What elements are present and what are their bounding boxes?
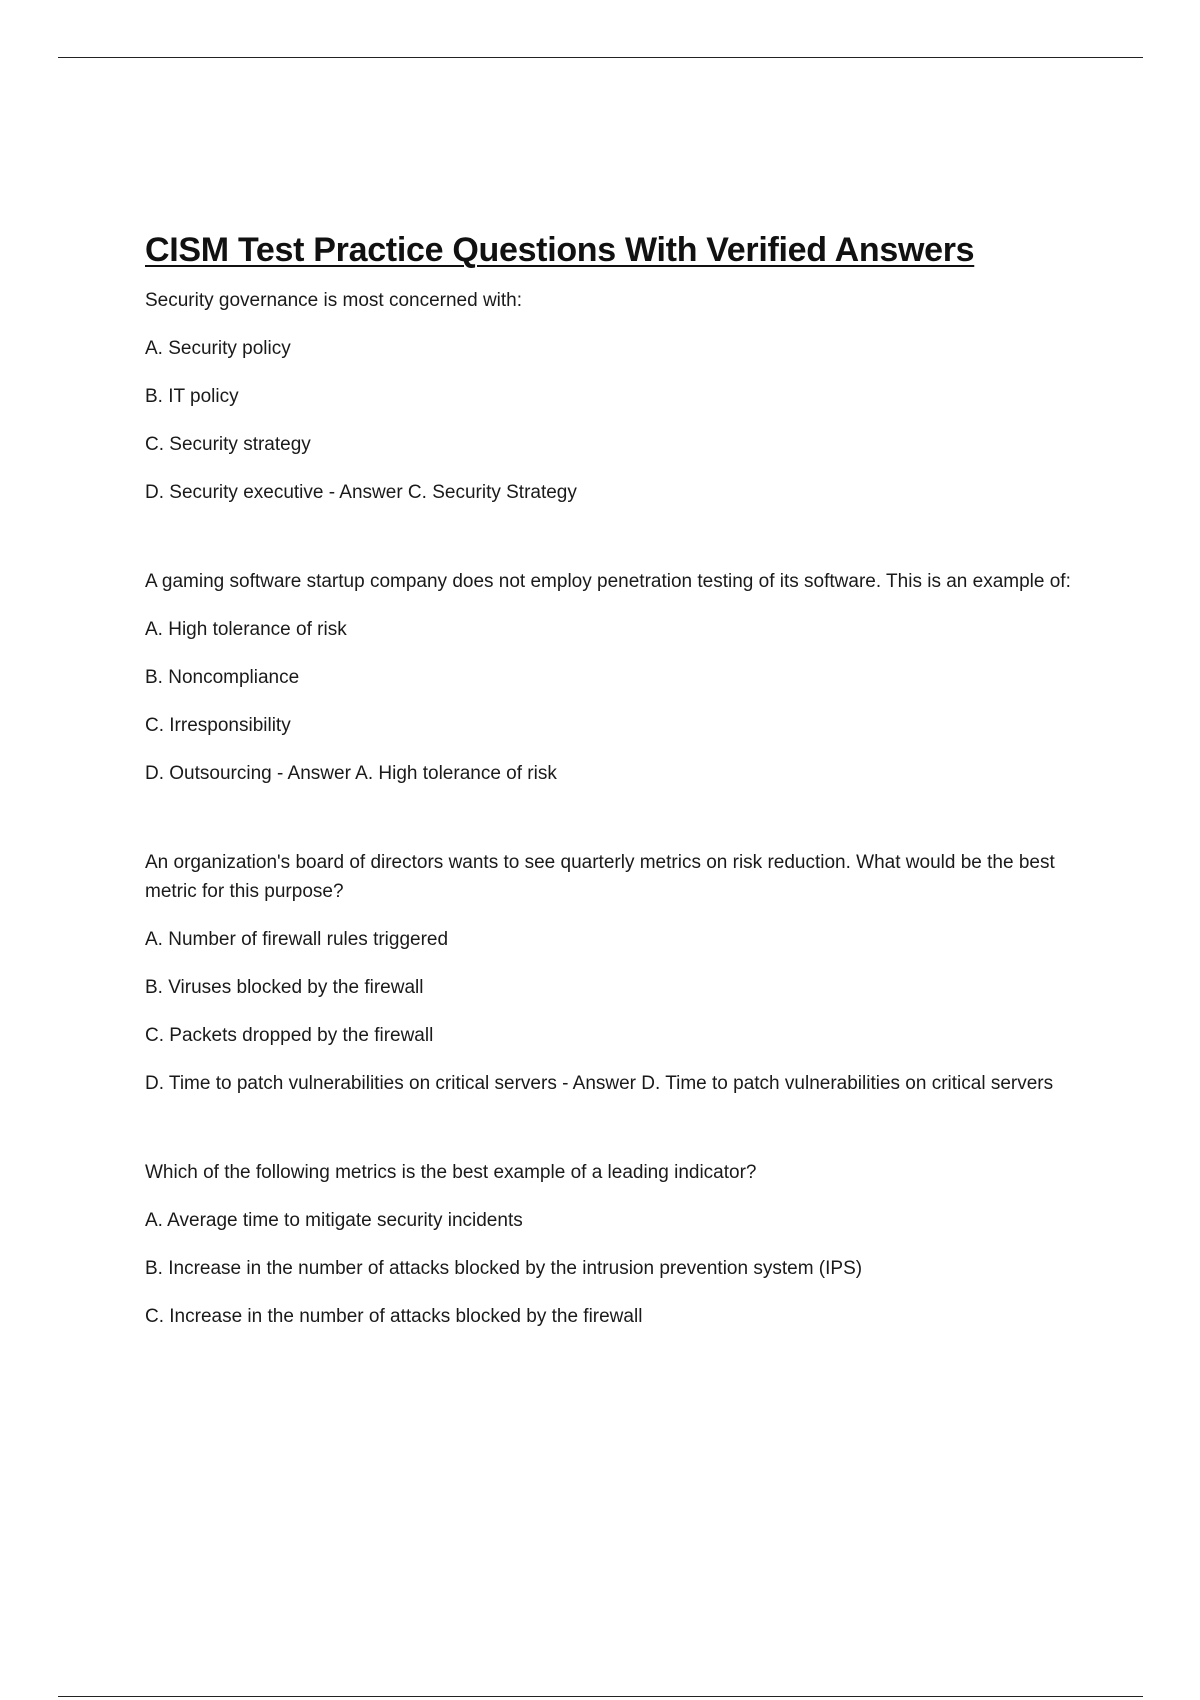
answer-option-a: A. Security policy (145, 338, 291, 359)
answer-option-d: D. Time to patch vulnerabilities on critical servers - Answer D. Time to patch vulnerabilities on critical servers (145, 1073, 1054, 1094)
answer-option-b: B. Increase in the number of attacks blocked by the intrusion prevention system (IPS) (145, 1258, 863, 1279)
answer-option-b: B. Noncompliance (145, 667, 300, 688)
answer-option-a: A. Average time to mitigate security incidents (145, 1210, 523, 1231)
answer-option-d: D. Security executive - Answer C. Security Strategy (145, 482, 577, 503)
question-text: A gaming software startup company does not employ penetration testing of its software. This is an example of: (145, 571, 1071, 592)
document-title: CISM Test Practice Questions With Verified Answers (145, 231, 975, 269)
question-text: An organization's board of directors wants to see quarterly metrics on risk reduction. What would be the best metric for this purpose? (145, 852, 1055, 902)
answer-option-b: B. Viruses blocked by the firewall (145, 977, 424, 998)
answer-option-a: A. High tolerance of risk (145, 619, 347, 640)
question-text: Security governance is most concerned with: (145, 290, 523, 311)
question-spacer (145, 788, 1090, 848)
question-block-1 (145, 286, 1090, 507)
answer-option-c: C. Irresponsibility (145, 715, 291, 736)
top-rule (58, 57, 1143, 58)
bottom-rule (58, 1696, 1143, 1697)
answer-option-c: C. Packets dropped by the firewall (145, 1025, 434, 1046)
question-spacer (145, 507, 1090, 567)
answer-option-a: A. Number of firewall rules triggered (145, 929, 449, 950)
question-block-4 (145, 1158, 1090, 1331)
question-text: Which of the following metrics is the best example of a leading indicator? (145, 1162, 757, 1183)
answer-option-d: D. Outsourcing - Answer A. High tolerance of risk (145, 763, 557, 784)
question-block-3 (145, 848, 1090, 1098)
answer-option-c: C. Increase in the number of attacks blocked by the firewall (145, 1306, 643, 1327)
question-block-2 (145, 567, 1090, 788)
question-spacer (145, 1098, 1090, 1158)
answer-option-b: B. IT policy (145, 386, 239, 407)
answer-option-c: C. Security strategy (145, 434, 311, 455)
document-body (145, 228, 1090, 1331)
